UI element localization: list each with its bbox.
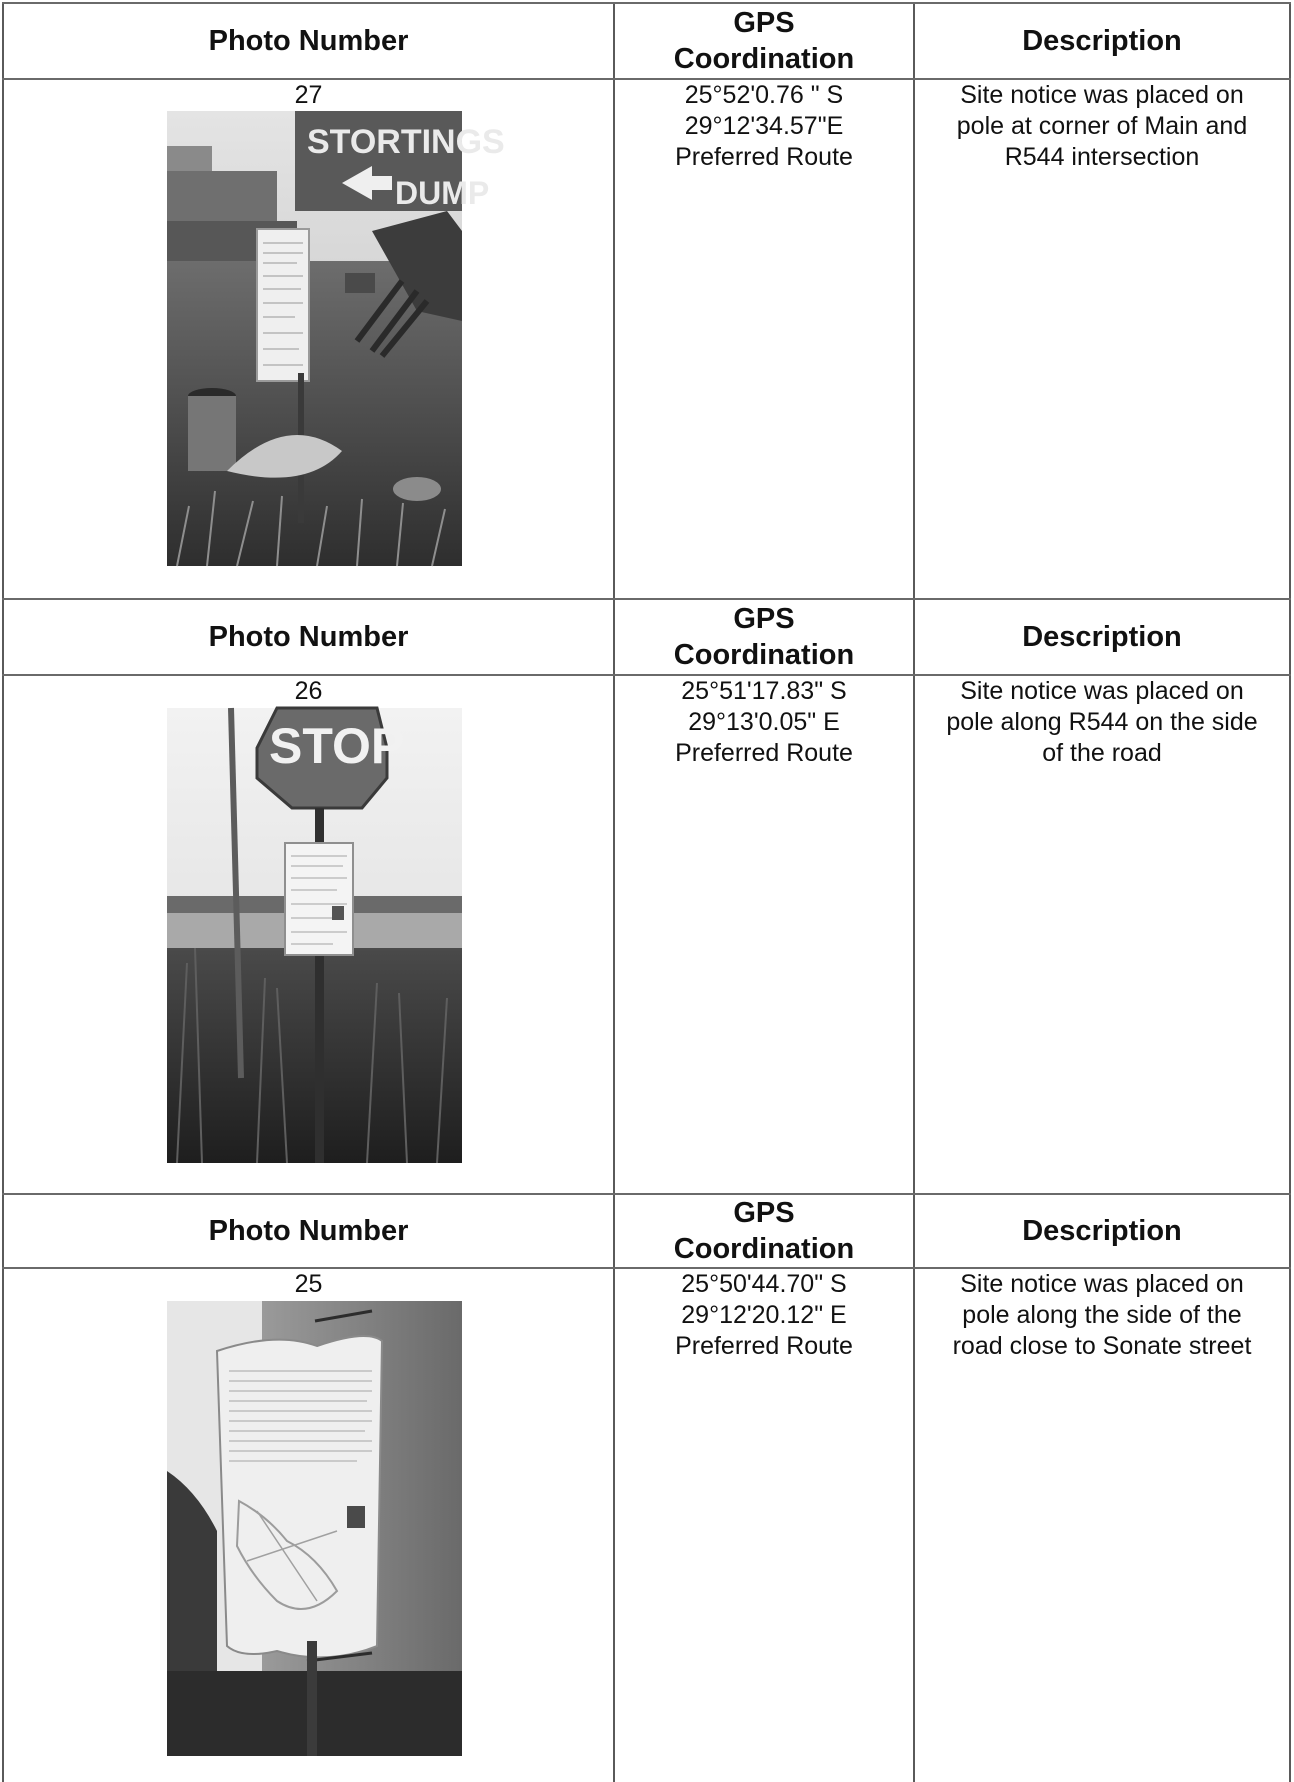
gps-latitude: 25°51'17.83" S — [681, 677, 847, 705]
header-description-label: Description — [1022, 1215, 1182, 1247]
header-description — [915, 4, 1289, 78]
description-line-2: pole at corner of Main and — [956, 112, 1248, 140]
header-gps — [615, 4, 913, 78]
column-divider-1 — [613, 2, 615, 1782]
header-description-label: Description — [1022, 25, 1182, 57]
description-line-2: pole along the side of the — [962, 1301, 1242, 1329]
header-photo-number-label: Photo Number — [208, 25, 409, 57]
photo-number-cell — [4, 80, 613, 111]
header-photo-number-label: Photo Number — [208, 1215, 409, 1247]
stop-sign-notice-photo — [167, 708, 462, 1163]
road-sign-notice-photo — [167, 111, 505, 566]
table-border-right — [1289, 2, 1291, 1782]
header-gps-line-2: Coordination — [673, 639, 855, 671]
column-divider-2 — [913, 2, 915, 1782]
gps-latitude: 25°52'0.76 " S — [684, 81, 844, 109]
photo-number: 25 — [294, 1270, 323, 1298]
gps-cell — [615, 676, 913, 769]
description-line-3: R544 intersection — [1004, 143, 1200, 171]
header-description-label: Description — [1022, 621, 1182, 653]
gps-cell — [615, 1269, 913, 1362]
gps-longitude: 29°13'0.05" E — [688, 708, 840, 736]
description-cell — [915, 80, 1289, 173]
header-gps — [615, 600, 913, 674]
header-gps-line-1: GPS — [733, 7, 795, 39]
road-sign-notice-photo-icon — [167, 111, 505, 566]
notice-poster-on-pole-photo-icon — [167, 1301, 462, 1756]
header-photo-number — [4, 600, 613, 674]
gps-cell — [615, 80, 913, 173]
description-cell — [915, 676, 1289, 769]
gps-route: Preferred Route — [675, 143, 853, 171]
header-photo-number-label: Photo Number — [208, 621, 409, 653]
photo-number: 26 — [294, 677, 323, 705]
photo-sign-text-1: STORTINGS — [307, 123, 505, 161]
description-line-1: Site notice was placed on — [960, 677, 1244, 705]
table-border-left — [2, 2, 4, 1782]
header-gps-line-1: GPS — [733, 603, 795, 635]
photo-number: 27 — [294, 81, 323, 109]
stop-sign-notice-photo-icon — [167, 708, 462, 1163]
description-line-3: road close to Sonate street — [952, 1332, 1252, 1360]
gps-longitude: 29°12'20.12" E — [681, 1301, 847, 1329]
gps-latitude: 25°50'44.70" S — [681, 1270, 847, 1298]
description-line-1: Site notice was placed on — [960, 1270, 1244, 1298]
gps-route: Preferred Route — [675, 739, 853, 767]
description-line-3: of the road — [1042, 739, 1162, 767]
photo-sign-text-2: DUMP — [395, 175, 490, 211]
header-gps-line-2: Coordination — [673, 1233, 855, 1265]
photo-number-cell — [4, 1269, 613, 1300]
header-description — [915, 600, 1289, 674]
gps-longitude: 29°12'34.57"E — [684, 112, 844, 140]
description-line-1: Site notice was placed on — [960, 81, 1244, 109]
photo-number-cell — [4, 676, 613, 707]
header-gps-line-2: Coordination — [673, 43, 855, 75]
header-gps-line-1: GPS — [733, 1197, 795, 1229]
description-line-2: pole along R544 on the side — [946, 708, 1258, 736]
description-cell — [915, 1269, 1289, 1362]
header-description — [915, 1195, 1289, 1267]
header-photo-number — [4, 4, 613, 78]
header-gps — [615, 1195, 913, 1267]
photo-sign-text-1: STOP — [269, 718, 405, 774]
notice-poster-on-pole-photo — [167, 1301, 462, 1756]
gps-route: Preferred Route — [675, 1332, 853, 1360]
header-photo-number — [4, 1195, 613, 1267]
